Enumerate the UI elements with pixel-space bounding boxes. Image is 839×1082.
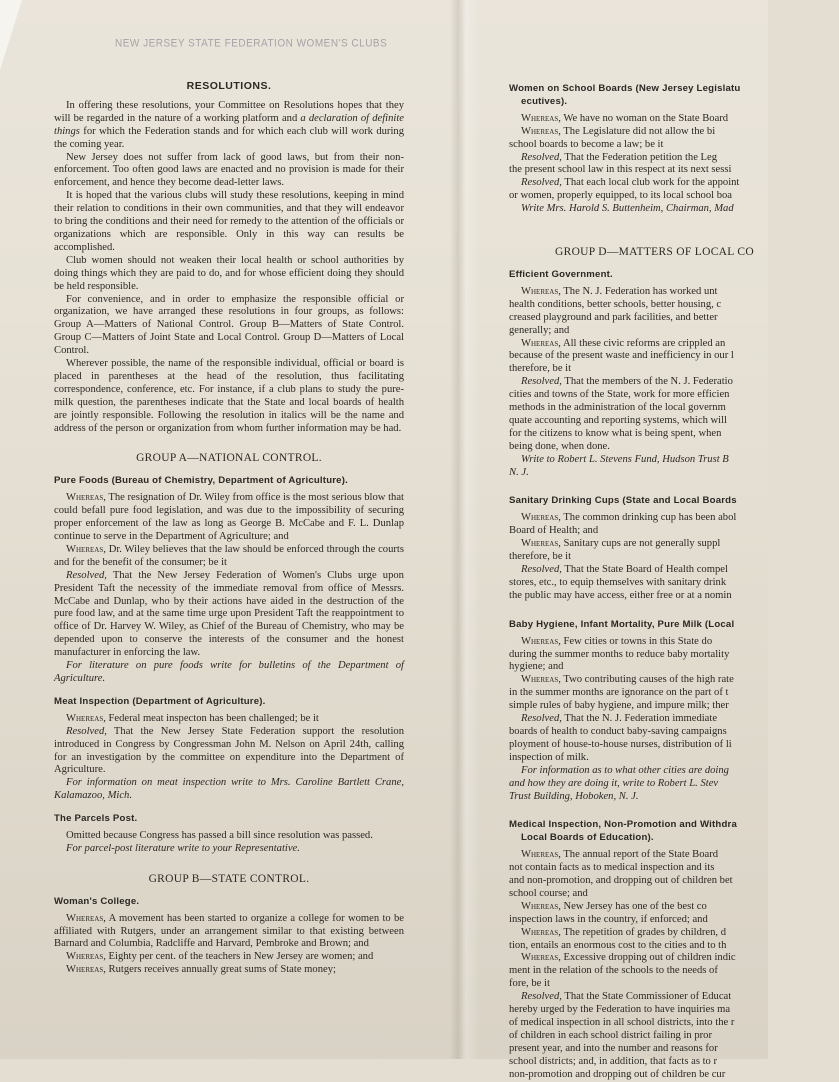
spacer — [509, 603, 839, 609]
efficient-government-line: methods in the administration of the local governm — [509, 402, 726, 414]
college-whereas-1: Whereas, A movement has been started to organize a college for women to be affiliated with Rutgers, under an arrangement similar to that existing between Barnard and Columbia, Radcliffe and Harvard, Pembroke and Brown; and — [54, 912, 404, 950]
medical-inspection-line: Whereas, New Jersey has one of the best co — [521, 900, 707, 912]
right-column — [509, 83, 839, 1082]
federation-stamp: NEW JERSEY STATE FEDERATION WOMEN'S CLUBS — [115, 37, 388, 50]
baby-hygiene-line: and how they are doing it, write to Robert L. Stev — [509, 777, 719, 789]
intro-paragraph: New Jersey does not suffer from lack of good laws, but from their non-enforcement. Too often good laws are enacted and no provision is made for their enforcement, and hence they become dead-letter laws. — [54, 151, 404, 189]
whereas-label: Whereas, — [521, 926, 561, 938]
medical-inspection-heading-cont: Local Boards of Education). — [521, 832, 654, 844]
meat-whereas: Whereas, Federal meat inspecton has been challenged; be it — [66, 712, 319, 724]
meat-inspection-heading: Meat Inspection (Department of Agriculture). — [54, 695, 266, 707]
efficient-government-line: being done, when done. — [509, 440, 610, 452]
efficient-government-heading: Efficient Government. — [509, 268, 613, 280]
efficient-government-line: Resolved, That the members of the N. J. Federatio — [521, 376, 733, 388]
medical-inspection-line: school course; and — [509, 887, 588, 899]
spacer — [509, 479, 839, 485]
folded-corner — [0, 0, 22, 70]
college-whereas-3: Whereas, Rutgers receives annually great sums of State money; — [66, 964, 336, 976]
parcels-note: For parcel-post literature write to your Representative. — [66, 842, 300, 854]
whereas-label: Whereas, — [521, 337, 561, 349]
resolved-label: Resolved, — [521, 376, 562, 388]
medical-inspection-line: ment in the relation of the schools to the needs of — [509, 965, 718, 977]
school-boards-line: Resolved, That each local club work for the appoint — [521, 177, 740, 189]
spacer — [509, 803, 839, 809]
efficient-government-line: for the citizens to know what is being spent, when — [509, 427, 722, 439]
group-b-title: GROUP B—STATE CONTROL. — [148, 872, 310, 885]
medical-inspection-line: Whereas, The repetition of grades by children, d — [521, 926, 727, 938]
school-boards-line: Resolved, That the Federation petition the Leg — [521, 151, 718, 163]
medical-inspection-line: not contain facts as to medical inspection and its — [509, 862, 715, 874]
baby-hygiene-line: boards of health to conduct baby-saving campaigns — [509, 725, 727, 737]
sanitary-cups-line: Resolved, That the State Board of Health compel — [521, 564, 728, 575]
baby-hygiene-line: Whereas, Two contributing causes of the high rate — [521, 674, 734, 686]
parcels-post-heading: The Parcels Post. — [54, 813, 138, 825]
sanitary-cups-line: stores, etc., to equip themselves with sanitary drink — [509, 576, 727, 588]
baby-hygiene-line: during the summer months to reduce baby mortality — [509, 648, 730, 660]
intro-paragraph: In offering these resolutions, your Committee on Resolutions hopes that they will be regarded in the nature of a working platform and a declaration of definite things for which the Federation stands and for which each club will work during the coming year. — [54, 99, 404, 150]
whereas-label: Whereas, — [521, 512, 561, 524]
baby-hygiene-line: simple rules of baby hygiene, and impure milk; ther — [509, 700, 729, 712]
medical-inspection-line: tion, entails an enormous cost to the cities and to th — [509, 939, 727, 951]
whereas-label: Whereas, — [521, 112, 561, 124]
efficient-government-line: health conditions, better schools, better housing, c — [509, 298, 722, 310]
sanitary-cups-heading: Sanitary Drinking Cups (State and Local Boards — [509, 495, 737, 507]
whereas-label: Whereas, — [521, 952, 561, 964]
resolved-label: Resolved, — [521, 177, 562, 189]
whereas-label: Whereas, — [521, 849, 561, 861]
school-boards-line: Whereas, The Legislature did not allow the bi — [521, 125, 716, 137]
efficient-government-line: Whereas, The N. J. Federation has worked unt — [521, 285, 718, 297]
school-boards-line: the present school law in this respect at its next sessi — [509, 164, 732, 176]
group-d-title: GROUP D—MATTERS OF LOCAL CO — [555, 246, 754, 259]
medical-inspection-line: fore, be it — [509, 978, 550, 990]
whereas-label: Whereas, — [521, 538, 561, 550]
intro-paragraph: For convenience, and in order to emphasize the responsible official or organization, we have arranged these resolutions in four groups, as follows: Group A—Matters of National Control. Group B—Matters of State Control. Group C—Matters of Joint State and Local Control. Group D—Matters of Local Control. — [54, 293, 404, 357]
medical-inspection-line: school districts; and, in addition, that facts as to r — [509, 1055, 718, 1067]
pure-foods-whereas-1: Whereas, The resignation of Dr. Wiley from office is the most serious blow that could befall pure food legislation, and was due to the impossibility of securing proper enforcement of the law as long as George B. McCabe and F. L. Dunlap continue to serve in the Department of Agriculture; and — [54, 492, 404, 542]
medical-inspection-line: present year, and into the number and reasons for — [509, 1042, 718, 1054]
medical-inspection-line: of medical inspection in all school districts, into the r — [509, 1017, 735, 1028]
efficient-government-line: creased playground and park facilities, and better — [509, 311, 718, 323]
medical-inspection-line: Whereas, The annual report of the State Board — [521, 849, 719, 861]
medical-inspection-line: of children in each school district failing in pror — [509, 1029, 712, 1041]
medical-inspection-line: Whereas, Excessive dropping out of children indic — [521, 952, 736, 964]
sanitary-cups-line: Board of Health; and — [509, 525, 599, 537]
efficient-government-line: N. J. — [509, 466, 529, 478]
efficient-government-line: cities and towns of the State, work for more efficien — [509, 389, 730, 401]
whereas-label: Whereas, — [521, 674, 561, 686]
intro-emphasis: a declaration of definite things — [54, 112, 404, 137]
efficient-government-line: generally; and — [509, 324, 570, 336]
baby-hygiene-line: ployment of house-to-house nurses, distribution of li — [509, 738, 732, 750]
baby-hygiene-line: Trust Building, Hoboken, N. J. — [509, 790, 639, 802]
meat-resolved: Resolved, That the New Jersey State Federation support the resolution introduced in Congress by Congressman John M. Nelson on April 24th, calling for an investigation by the committee on expenditure into the Department of Agriculture. — [54, 725, 404, 776]
intro-section — [54, 100, 404, 436]
resolved-label: Resolved, — [521, 991, 562, 1003]
medical-inspection-line: non-promotion and dropping out of children be cur — [509, 1068, 726, 1080]
school-boards-line: school boards to become a law; be it — [509, 138, 664, 150]
whereas-label: Whereas, — [521, 285, 561, 297]
medical-inspection-line: and non-promotion, and dropping out of children bet — [509, 875, 733, 887]
right-page-clip — [500, 0, 768, 1080]
sanitary-cups-line: Whereas, Sanitary cups are not generally suppl — [521, 538, 721, 550]
resolved-label: Resolved, — [521, 713, 562, 725]
school-boards-line: Whereas, We have no woman on the State Board — [521, 112, 729, 124]
document-title: RESOLUTIONS. — [186, 80, 272, 92]
efficient-government-line: quate accounting and reporting systems, which will — [509, 414, 728, 426]
resolved-label: Resolved, — [521, 151, 562, 163]
pure-foods-whereas-2: Whereas, Dr. Wiley believes that the law should be enforced through the courts and for the benefit of the consumer; be it — [54, 543, 404, 568]
group-a-title: GROUP A—NATIONAL CONTROL. — [136, 452, 322, 465]
baby-hygiene-heading: Baby Hygiene, Infant Mortality, Pure Milk (Local — [509, 618, 735, 630]
whereas-label: Whereas, — [521, 635, 561, 647]
sanitary-cups-line: the public may have access, either free or at a nomin — [509, 589, 732, 601]
womans-college-heading: Woman's College. — [54, 895, 140, 907]
pure-foods-resolved: Resolved, That the New Jersey Federation of Women's Clubs urge upon President Taft the necessity of the immediate removal from office of Messrs. McCabe and Dunlap, who by their actions have aided in the destruction of the pure food law, and at the same time urge upon President Taft the reappointment to office of Dr. Harvey W. Wiley, as Chief of the Bureau of Chemistry, who may be depended upon to conserve the interests of the consumer and the honest manufacturer in enforcing the law. — [54, 569, 404, 659]
school-boards-line: Write Mrs. Harold S. Buttenheim, Chairman, Mad — [521, 203, 734, 215]
pure-foods-heading: Pure Foods (Bureau of Chemistry, Department of Agriculture). — [54, 475, 348, 487]
medical-inspection-line: Resolved, That the State Commissioner of Educat — [521, 991, 732, 1003]
sanitary-cups-line: Whereas, The common drinking cup has been abol — [521, 512, 737, 524]
intro-paragraph: Club women should not weaken their local health or school authorities by doing things which they are paid to do, and for whose efficient doing they should be held responsible. — [54, 254, 404, 292]
pure-foods-note: For literature on pure foods write for bulletins of the Department of Agriculture. — [54, 660, 404, 684]
intro-paragraph: Wherever possible, the name of the responsible individual, official or board is placed in parentheses at the head of the resolution, thus facilitating correspondence, conference, etc. For instance, if a club plans to study the pure-milk question, the parentheses indicate that the State and local boards of health are jointly responsible. Following the resolution in italics will be the name and address of the person or organization from whom further information may be had. — [54, 358, 404, 434]
resolved-label: Resolved, — [521, 564, 562, 575]
efficient-government-line: because of the present waste and inefficiency in our l — [509, 350, 734, 362]
left-column — [54, 80, 404, 977]
parcels-body: Omitted because Congress has passed a bill since resolution was passed. — [66, 830, 373, 842]
school-boards-heading-cont: ecutives). — [521, 95, 568, 107]
medical-inspection-heading: Medical Inspection, Non-Promotion and Withdra — [509, 819, 737, 831]
meat-note: For information on meat inspection write to Mrs. Caroline Bartlett Crane, Kalamazoo, Mich. — [54, 777, 404, 802]
school-boards-line: or women, properly equipped, to its local school boa — [509, 190, 733, 202]
baby-hygiene-line: Whereas, Few cities or towns in this State do — [521, 635, 713, 647]
medical-inspection-line: hereby urged by the Federation to have inquiries ma — [509, 1004, 731, 1016]
baby-hygiene-line: hygiene; and — [509, 661, 564, 673]
baby-hygiene-line: Resolved, That the N. J. Federation immediate — [521, 713, 718, 725]
intro-paragraph: It is hoped that the various clubs will study these resolutions, keeping in mind their relation to conditions in their own communities, and that they will endeavor to bring the conditions and their need for remedy to the attention of the officials or organizations which are responsible. Only in this way can results be accomplished. — [54, 190, 404, 253]
efficient-government-line: Whereas, All these civic reforms are crippled an — [521, 337, 726, 349]
efficient-government-line: therefore, be it — [509, 363, 572, 375]
baby-hygiene-line: in the summer months are ignorance on the part of t — [509, 687, 729, 699]
baby-hygiene-line: For information as to what other cities are doing — [521, 764, 729, 776]
whereas-label: Whereas, — [521, 900, 561, 912]
sanitary-cups-line: therefore, be it — [509, 551, 572, 563]
college-whereas-2: Whereas, Eighty per cent. of the teachers in New Jersey are women; and — [66, 951, 374, 963]
school-boards-heading: Women on School Boards (New Jersey Legislatu — [509, 83, 741, 94]
whereas-label: Whereas, — [521, 125, 561, 137]
medical-inspection-line: inspection laws in the country, if enforced; and — [509, 913, 708, 925]
efficient-government-line: Write to Robert L. Stevens Fund, Hudson Trust B — [521, 453, 729, 465]
baby-hygiene-line: inspection of milk. — [509, 751, 589, 763]
